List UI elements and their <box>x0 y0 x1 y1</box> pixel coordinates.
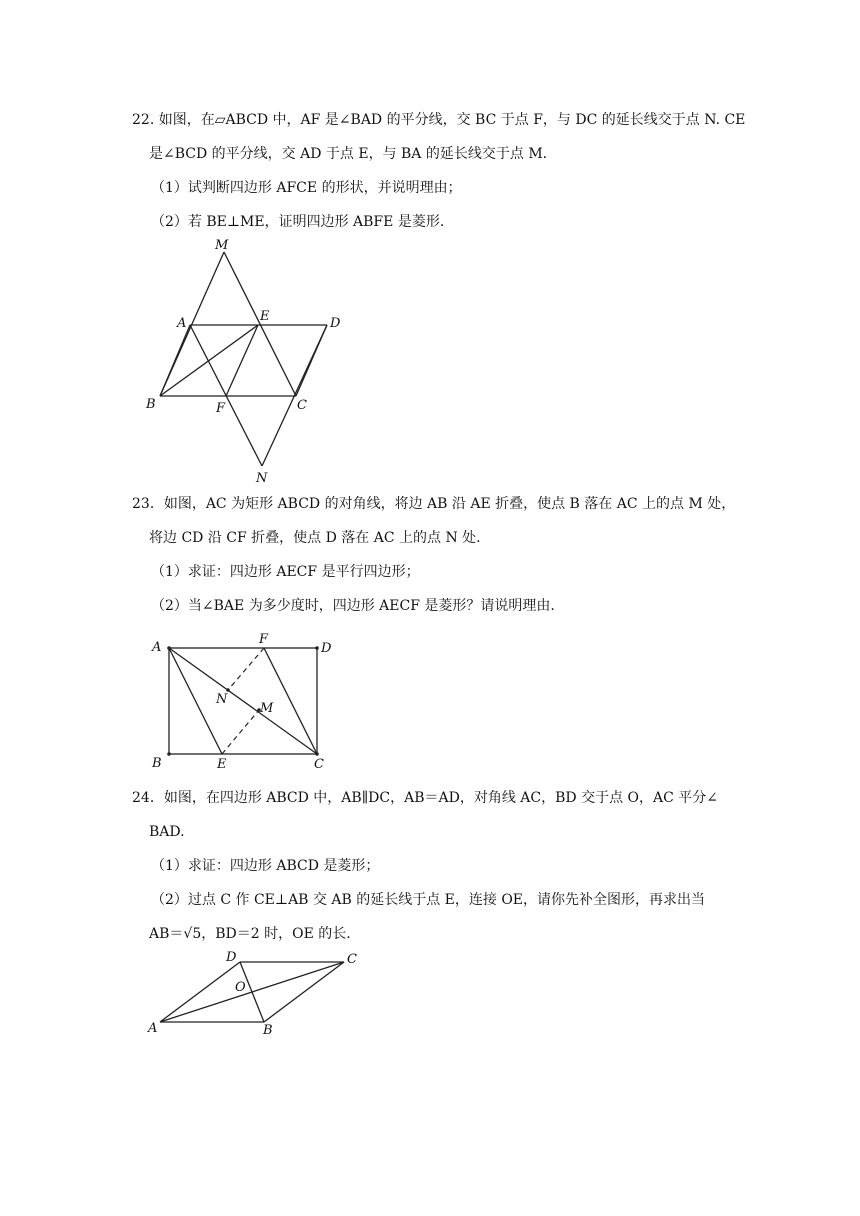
problem-22-part-2: （2）若 BE⊥ME，证明四边形 ABFE 是菱形. <box>151 214 445 230</box>
fig24-label-O: O <box>235 980 246 995</box>
problem-24-line-1: 24．如图，在四边形 ABCD 中，AB∥DC，AB＝AD，对角线 AC，BD 交于点 O，AC 平分∠ <box>132 790 719 806</box>
problem-24-part-1: （1）求证：四边形 ABCD 是菱形； <box>151 858 380 874</box>
fig22-label-M: M <box>215 238 229 253</box>
fig22-label-N: N <box>256 471 268 486</box>
problem-23-part-2: （2）当∠BAE 为多少度时，四边形 AECF 是菱形？请说明理由. <box>151 598 555 614</box>
problem-22-line-1: 22. 如图，在▱ABCD 中，AF 是∠BAD 的平分线，交 BC 于点 F，与 DC 的延长线交于点 N. CE <box>132 112 746 128</box>
fig22-label-F: F <box>216 401 226 416</box>
fig24-label-D: D <box>226 950 237 965</box>
fig23-label-B: B <box>152 756 162 771</box>
fig22-label-C: C <box>297 398 307 413</box>
problem-22-part-1: （1）试判断四边形 AFCE 的形状，并说明理由； <box>151 180 462 196</box>
fig23-label-M: M <box>260 701 274 716</box>
fig22-label-D: D <box>330 316 341 331</box>
fig23-label-N: N <box>216 692 228 707</box>
fig22-label-A: A <box>177 316 187 331</box>
problem-24-part-2-cont: AB＝√5，BD＝2 时，OE 的长. <box>149 926 351 942</box>
problem-24-part-2: （2）过点 C 作 CE⊥AB 交 AB 的延长线于点 E，连接 OE，请你先补全图形，再求出当 <box>151 892 706 908</box>
fig22-label-E: E <box>260 309 270 324</box>
fig24-label-A: A <box>148 1021 158 1036</box>
fig23-label-F: F <box>259 632 269 647</box>
fig23-label-E: E <box>217 757 227 772</box>
fig23-label-A: A <box>152 640 162 655</box>
problem-23-line-2: 将边 CD 沿 CF 折叠，使点 D 落在 AC 上的点 N 处. <box>149 530 481 546</box>
fig22-label-B: B <box>146 397 156 412</box>
problem-24-line-2: BAD. <box>149 824 185 840</box>
problem-23-line-1: 23．如图，AC 为矩形 ABCD 的对角线，将边 AB 沿 AE 折叠，使点 B 落在 AC 上的点 M 处， <box>132 496 736 512</box>
fig24-label-B: B <box>263 1023 273 1038</box>
fig23-label-C: C <box>314 757 324 772</box>
problem-23-part-1: （1）求证：四边形 AECF 是平行四边形； <box>151 564 420 580</box>
fig23-label-D: D <box>321 641 332 656</box>
problem-22-line-2: 是∠BCD 的平分线，交 AD 于点 E，与 BA 的延长线交于点 M. <box>149 146 548 162</box>
fig24-label-C: C <box>347 952 357 967</box>
